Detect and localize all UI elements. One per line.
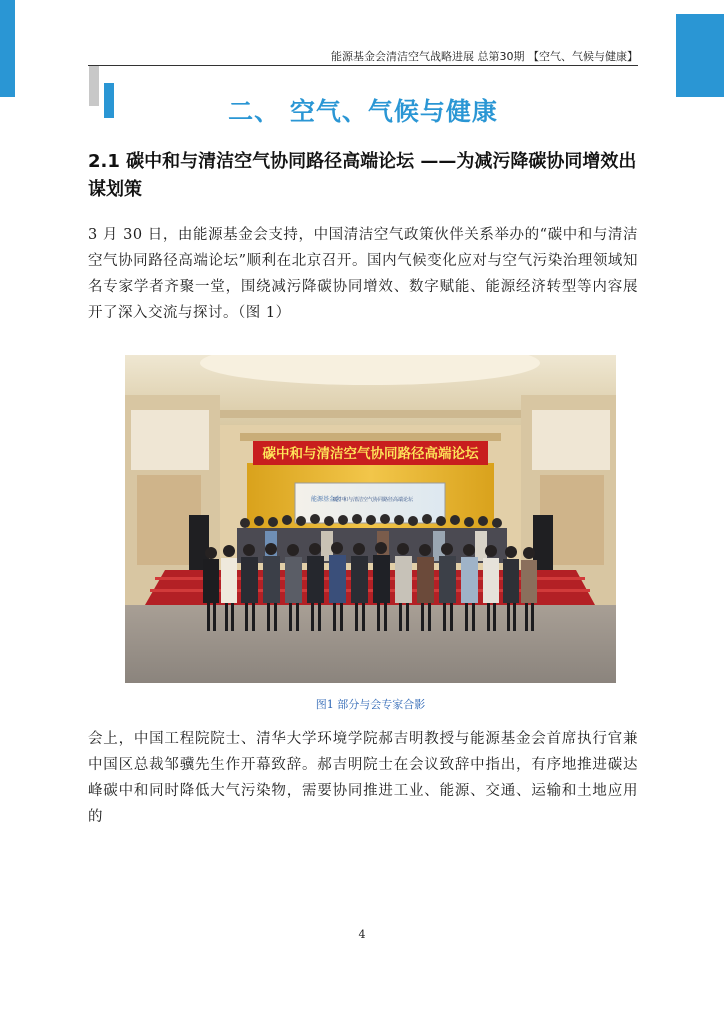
subsection-title: 2.1 碳中和与清洁空气协同路径高端论坛 ——为减污降碳协同增效出谋划策	[88, 151, 637, 200]
page-number: 4	[358, 928, 366, 941]
running-header: 能源基金会清洁空气战略进展 总第30期 【空气、气候与健康】	[331, 50, 638, 63]
screen-title-text: 碳中和与清洁空气协同路径高端论坛	[332, 497, 414, 503]
group-photo	[125, 355, 616, 683]
corner-accent-right	[676, 14, 724, 97]
body-paragraph-2: 会上，中国工程院院士、清华大学环境学院郝吉明教授与能源基金会首席执行官兼中国区总裁邹骥先生作开幕致辞。郝吉明院士在会议致辞中指出，有序地推进碳达峰碳中和同时降低大气污染物，需要协同推进工业、能源、交通、运输和土地应用的	[88, 731, 638, 825]
header-rule	[88, 65, 638, 66]
banner-text: 碳中和与清洁空气协同路径高端论坛	[262, 446, 479, 462]
figure-caption: 图1 部分与会专家合影	[315, 698, 426, 711]
body-paragraph-1: 3 月 30 日，由能源基金会支持，中国清洁空气政策伙伴关系举办的“碳中和与清洁空气协同路径高端论坛”顺利在北京召开。国内气候变化应对与空气污染治理领域知名专家学者齐聚一堂，围绕减污降碳协同增效、数字赋能、能源经济转型等内容展开了深入交流与探讨。（图 1）	[88, 227, 638, 321]
group-photo-illustration	[125, 355, 616, 683]
section-title: 二、 空气、气候与健康	[228, 97, 498, 126]
corner-accent-left	[0, 0, 15, 97]
screen-logo-text: 能源基金会	[311, 496, 342, 503]
